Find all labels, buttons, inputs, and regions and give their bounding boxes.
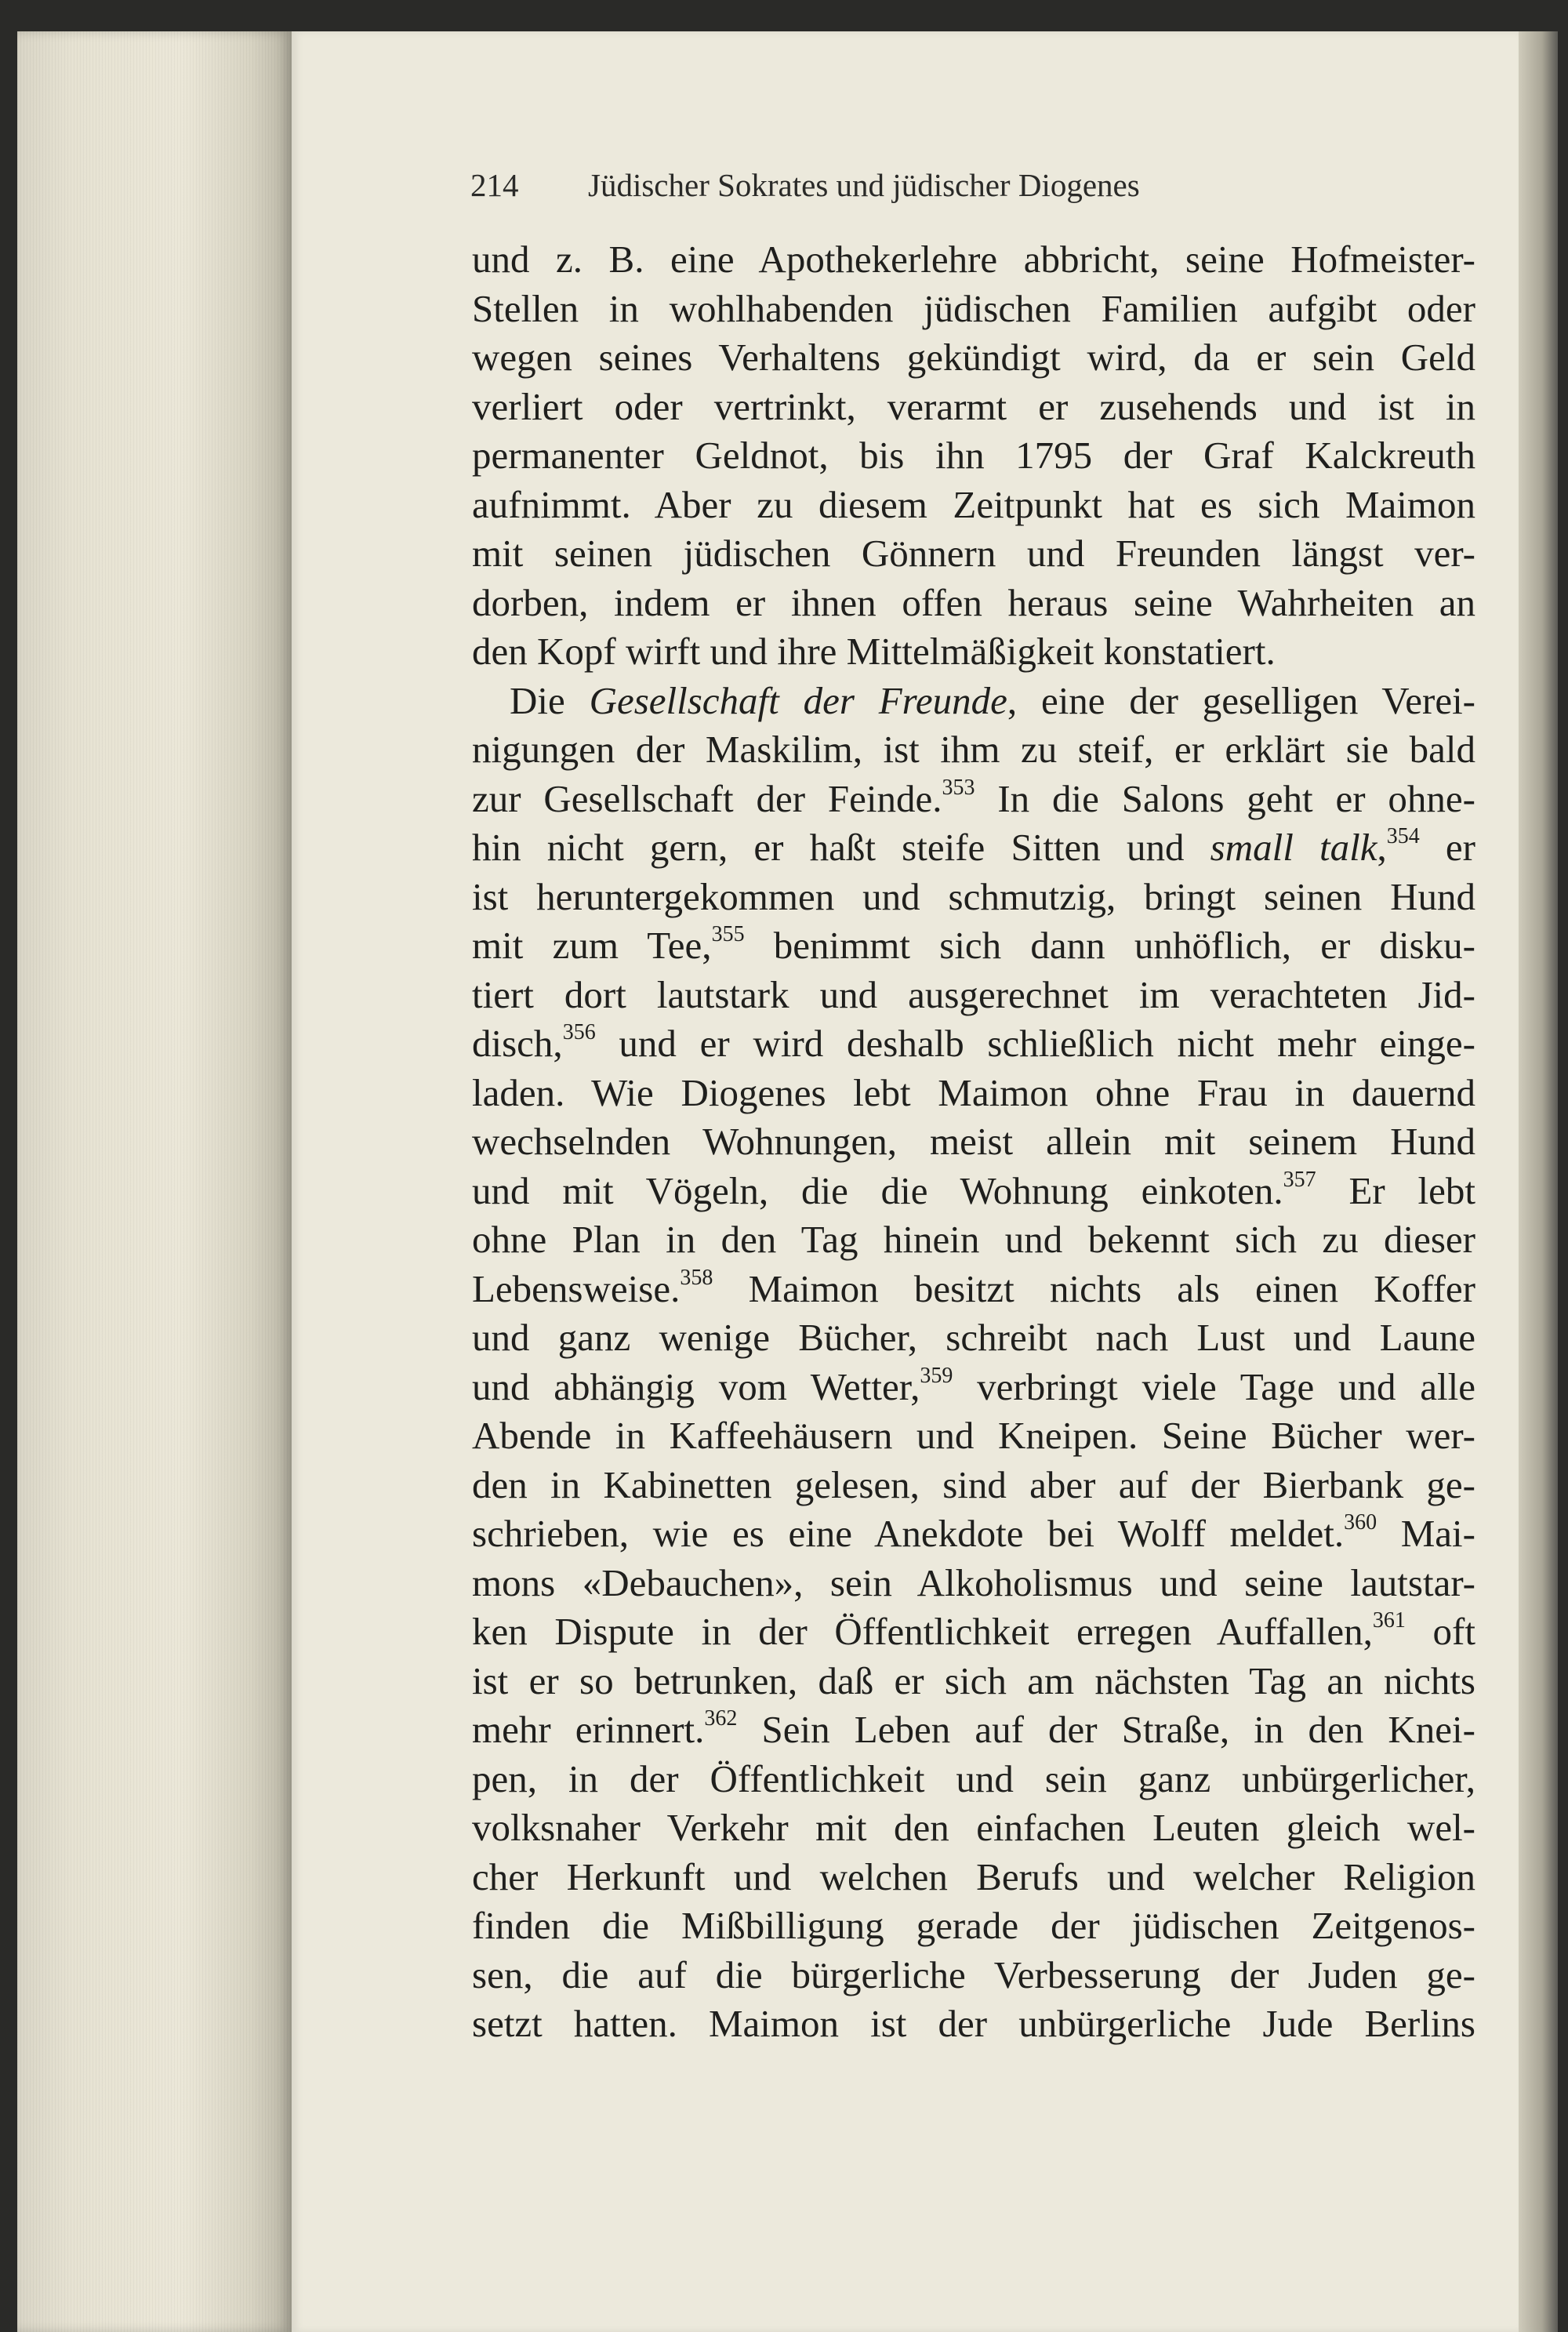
text-run: Maimon besitzt nichts als einen Koffer bbox=[713, 1266, 1475, 1310]
text-run: mehr erinnert. bbox=[472, 1708, 705, 1751]
text-run: und abhängig vom Wetter, bbox=[472, 1364, 920, 1408]
text-run: Lebensweise. bbox=[472, 1266, 681, 1310]
text-line bbox=[472, 1265, 1475, 1314]
text-line: laden. Wie Diogenes lebt Maimon ohne Frau in dauernd bbox=[472, 1070, 1475, 1114]
text-run: Mai- bbox=[1377, 1512, 1475, 1555]
text-line: und z. B. eine Apothekerlehre abbricht, seine Hofmeister- bbox=[472, 238, 1475, 281]
italic-title: Gesellschaft der Freunde bbox=[589, 678, 1007, 722]
text-line: sen, die auf die bürgerliche Verbesserung der Juden ge- bbox=[472, 1952, 1475, 1996]
text-line: Abende in Kaffeehäusern und Kneipen. Seine Bücher wer- bbox=[472, 1414, 1475, 1457]
text-line: wechselnden Wohnungen, meist allein mit seinem Hund bbox=[472, 1120, 1475, 1163]
text-run: In die Salons geht er ohne- bbox=[975, 776, 1476, 820]
page-gutter-shadow bbox=[1519, 31, 1558, 2332]
text-line bbox=[472, 775, 1475, 824]
text-line: setzt hatten. Maimon ist der unbürgerliche Jude Berlins bbox=[472, 2002, 1475, 2045]
text-line bbox=[472, 1509, 1475, 1559]
footnote-ref: 353 bbox=[942, 775, 975, 800]
text-run: mit zum Tee, bbox=[472, 924, 712, 967]
text-run: ken Dispute in der Öffentlichkeit erregen Auffallen, bbox=[472, 1610, 1373, 1653]
footnote-ref: 354 bbox=[1386, 824, 1420, 848]
text-line bbox=[472, 1705, 1475, 1755]
text-line: cher Herkunft und welchen Berufs und welcher Religion bbox=[472, 1854, 1475, 1898]
footnote-ref: 358 bbox=[680, 1265, 713, 1290]
text-line: mons «Debauchen», sein Alkoholismus und seine lautstar- bbox=[472, 1560, 1475, 1604]
footnote-ref: 362 bbox=[704, 1706, 738, 1731]
text-line: wegen seines Verhaltens gekündigt wird, da er sein Geld bbox=[472, 336, 1475, 379]
page-number: 214 bbox=[470, 167, 519, 203]
footnote-ref: 355 bbox=[711, 922, 745, 946]
text-line: ist er so betrunken, daß er sich am nächsten Tag an nichts bbox=[472, 1658, 1475, 1702]
text-run: , bbox=[1377, 826, 1387, 869]
text-line: und ganz wenige Bücher, schreibt nach Lust und Laune bbox=[472, 1316, 1475, 1359]
text-line bbox=[472, 921, 1475, 971]
text-run: verbringt viele Tage und alle bbox=[953, 1364, 1476, 1408]
text-line bbox=[472, 1167, 1475, 1216]
text-line: finden die Mißbilligung gerade der jüdischen Zeitgenos- bbox=[472, 1904, 1475, 1947]
text-line: aufnimmt. Aber zu diesem Zeitpunkt hat es sich Maimon bbox=[472, 482, 1475, 526]
running-title: Jüdischer Sokrates und jüdischer Diogenes bbox=[588, 167, 1140, 203]
body-text bbox=[472, 235, 1475, 2049]
text-run: hin nicht gern, er haßt steife Sitten und bbox=[472, 826, 1210, 869]
text-run: er bbox=[1419, 826, 1475, 869]
text-run: und er wird deshalb schließlich nicht mehr einge- bbox=[595, 1022, 1475, 1065]
text-run: Die bbox=[510, 678, 590, 722]
text-run: und mit Vögeln, die die Wohnung einkoten. bbox=[472, 1168, 1283, 1212]
text-line: den in Kabinetten gelesen, sind aber auf der Bierbank ge- bbox=[472, 1462, 1475, 1506]
text-line: den Kopf wirft und ihre Mittelmäßigkeit konstatiert. bbox=[472, 630, 1276, 673]
text-line: dorben, indem er ihnen offen heraus seine Wahrheiten an bbox=[472, 580, 1475, 624]
text-line: ohne Plan in den Tag hinein und bekennt sich zu dieser bbox=[472, 1218, 1475, 1261]
text-line: mit seinen jüdischen Gönnern und Freunden längst ver- bbox=[472, 532, 1475, 575]
text-run: schrieben, wie es eine Anekdote bei Wolff meldet. bbox=[472, 1512, 1345, 1555]
text-line: verliert oder vertrinkt, verarmt er zusehends und ist in bbox=[472, 384, 1475, 428]
footnote-ref: 357 bbox=[1283, 1167, 1316, 1192]
book-page-edges bbox=[17, 31, 292, 2332]
running-header bbox=[470, 166, 1490, 213]
text-line bbox=[472, 677, 1475, 726]
text-line: Stellen in wohlhabenden jüdischen Familien aufgibt oder bbox=[472, 286, 1475, 330]
text-line bbox=[472, 1019, 1475, 1069]
text-line: nigungen der Maskilim, ist ihm zu steif, er erklärt sie bald bbox=[472, 728, 1475, 771]
text-line: pen, in der Öffentlichkeit und sein ganz unbürgerlicher, bbox=[472, 1756, 1475, 1800]
footnote-ref: 361 bbox=[1372, 1608, 1406, 1633]
text-line: volksnaher Verkehr mit den einfachen Leuten gleich wel- bbox=[472, 1806, 1475, 1849]
italic-phrase: small talk bbox=[1210, 826, 1377, 869]
footnote-ref: 356 bbox=[562, 1020, 596, 1044]
text-run: Er lebt bbox=[1316, 1168, 1476, 1212]
text-run: Sein Leben auf der Straße, in den Knei- bbox=[737, 1708, 1475, 1751]
text-line: ist heruntergekommen und schmutzig, bringt seinen Hund bbox=[472, 874, 1475, 918]
text-run: , eine der geselligen Verei- bbox=[1007, 678, 1475, 722]
text-line: tiert dort lautstark und ausgerechnet im verachteten Jid- bbox=[472, 972, 1475, 1016]
text-run: zur Gesellschaft der Feinde. bbox=[472, 776, 942, 820]
text-run: disch, bbox=[472, 1022, 563, 1065]
text-line bbox=[472, 823, 1475, 873]
text-run: benimmt sich dann unhöflich, er disku- bbox=[744, 924, 1475, 967]
footnote-ref: 360 bbox=[1344, 1510, 1377, 1535]
text-line bbox=[472, 1607, 1475, 1657]
text-line: permanenter Geldnot, bis ihn 1795 der Graf Kalckreuth bbox=[472, 434, 1475, 477]
footnote-ref: 359 bbox=[920, 1363, 953, 1388]
text-run: oft bbox=[1405, 1610, 1475, 1653]
text-line bbox=[472, 1363, 1475, 1412]
